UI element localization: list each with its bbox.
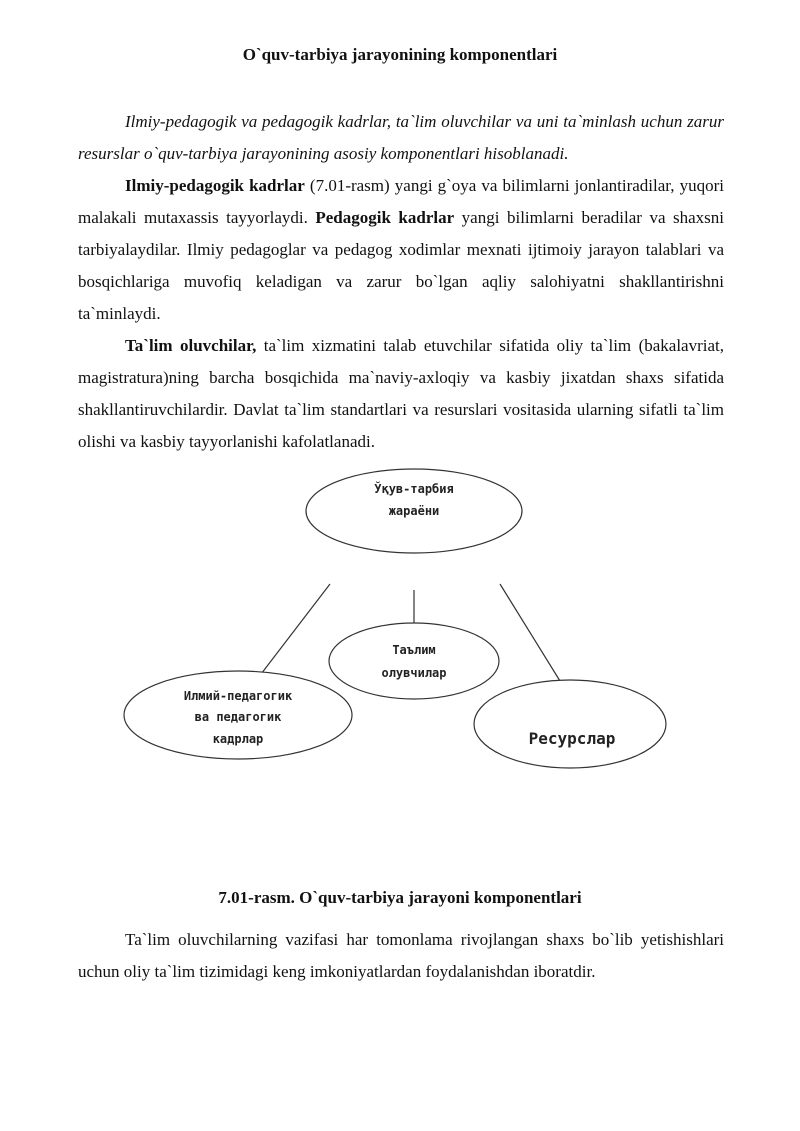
connector-left	[258, 584, 330, 678]
resources-ellipse	[474, 680, 666, 768]
staff-label-line1: Илмий-педагогик	[183, 689, 293, 703]
scientific-staff-paragraph	[78, 170, 724, 330]
figure-caption: 7.01-rasm. O`quv-tarbiya jarayoni komponentlari	[218, 888, 582, 907]
page-title: O`quv-tarbiya jarayonining komponentlari	[242, 45, 558, 64]
learners-ellipse	[329, 623, 499, 699]
staff-label-line3: кадрлар	[212, 732, 264, 746]
process-label-line1: Ўқув-тарбия	[374, 482, 454, 496]
learners-label-line2: олувчилар	[381, 666, 447, 680]
connector-right	[500, 584, 560, 681]
learners-label-line1: Таълим	[392, 643, 436, 657]
term-pedagogical-staff: Pedagogik kadrlar	[315, 208, 455, 227]
term-scientific-staff: Ilmiy-pedagogik kadrlar	[125, 176, 305, 195]
process-label-line2: жараёни	[388, 504, 440, 518]
scientific-staff-text: (7.01-rasm) yangi g`oya va bilimlarni jonlantiradilar, yuqori malakali mutaxassis tayyorlaydi.	[78, 176, 724, 227]
resources-label: Ресурслар	[528, 729, 616, 748]
closing-paragraph: Ta`lim oluvchilarning vazifasi har tomonlama rivojlangan shaxs bo`lib yetishishlari uchun oliy ta`lim tizimidagi keng imkoniyatlardan foydalanishdan iboratdir.	[78, 930, 724, 981]
intro-paragraph: Ilmiy-pedagogik va pedagogik kadrlar, ta`lim oluvchilar va uni ta`minlash uchun zarur resurslar o`quv-tarbiya jarayonining asosiy komponentlari hisoblanadi.	[78, 112, 724, 163]
term-learners: Ta`lim oluvchilar,	[125, 336, 257, 355]
learners-text: ta`lim xizmatini talab etuvchilar sifatida oliy ta`lim (bakalavriat, magistratura)ning barcha bosqichida ma`naviy-axloqiy va kasbiy jixatdan shaxs sifatida shakllantiruvchilardir. Davlat ta`lim standartlari va resurslari vositasida ularning sifatli ta`lim olishi va kasbiy tayyorlanishi kafolatlanadi.	[78, 336, 724, 451]
learners-paragraph	[78, 330, 724, 458]
staff-label-line2: ва педагогик	[194, 710, 282, 724]
pedagogical-staff-text: yangi bilimlarni beradilar va shaxsni tarbiyalaydilar. Ilmiy pedagoglar va pedagog xodimlar mexnati ijtimoiy jarayon talablari va bosqichlariga muvofiq keladigan va zarur bo`lgan aqliy salohiyatni shakllantirishni ta`minlaydi.	[78, 208, 725, 323]
components-diagram	[0, 460, 800, 790]
